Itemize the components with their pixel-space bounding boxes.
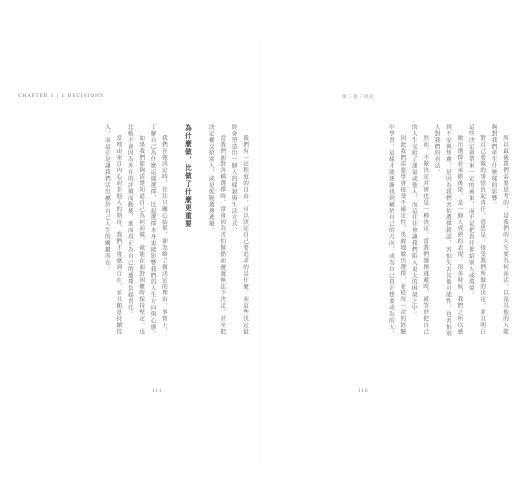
right-paragraph: 所以最後我們需要思考的，是我們的人生要為何而活，以及其他的人能夠對我們產生什麼樣的影響。 bbox=[490, 124, 508, 336]
left-paragraph: 我們在做決定時，往往只關心結果，卻忽略了做決定的理由。事實上，了解自己為什麼這樣選擇，比起選擇本身更能影響我們的人生方向與心態。 bbox=[149, 124, 167, 337]
right-paragraph: 對自己要做的事情負起責任，意思是：接受我們所做的決定，並且明白這些決定會帶來一定的後果，而不是把責任推給別人或環境。 bbox=[467, 124, 486, 336]
left-paragraph: 當理由來自內心而非他人的期待，我們才會感到自在，並且願意持續投入，而這正是讓我們活出屬於自己人生的關鍵所在。 bbox=[103, 124, 122, 336]
right-paragraph: 做出選擇並承擔後果，是一個人成熟的表現。很多時候，我們之所以感到不安與焦慮，是因為我們害怕選擇錯誤，害怕失去其他可能性，也害怕別人對我們的看法。 bbox=[433, 124, 463, 337]
right-paragraph: 然而，不做決定其實也是一種決定。當我們選擇逃避時，就等於把自己的人生交給了運氣或他人，而這往往會讓我們陷入更大的困境之中。 bbox=[410, 124, 429, 336]
left-page bbox=[8, 0, 258, 500]
left-paragraph: 如果我們能夠清楚知道自己為何而做，就能在面對困難時保持堅定，也比較不會因為外在的評價而動搖，進而真正為自己的選擇負起責任。 bbox=[126, 124, 145, 336]
right-text-block bbox=[260, 124, 510, 338]
left-paragraph: 當我們面對各種選擇時，常會因為害怕做錯而遲遲無法下決定，甚至把決定權交給別人，或是乾脆選擇逃避。 bbox=[207, 124, 226, 336]
right-page-number: 118 bbox=[358, 389, 369, 394]
left-running-head: CHAPTER 1 | 1 DECISIONS bbox=[18, 94, 104, 99]
left-paragraph: 我們有一定程度的自由，可以決定自己要追求的是什麼，而這些決定最終會塑造出一個人的樣貌與生活方式。 bbox=[230, 124, 248, 336]
section-heading: 為什麼做，比做了什麼更重要 bbox=[183, 124, 192, 228]
right-page bbox=[262, 0, 512, 500]
left-text-block bbox=[14, 124, 250, 338]
right-running-head: 第三章｜決定 bbox=[342, 95, 375, 100]
right-paragraph: 因此我們需要學會接受不確定性，勇敢地做出選擇，並從每一次的經驗中學習，這樣才能逐漸找到屬於自己的方向，成為自己真正想要成為的人。 bbox=[387, 124, 406, 337]
left-page-number: 111 bbox=[152, 389, 163, 394]
